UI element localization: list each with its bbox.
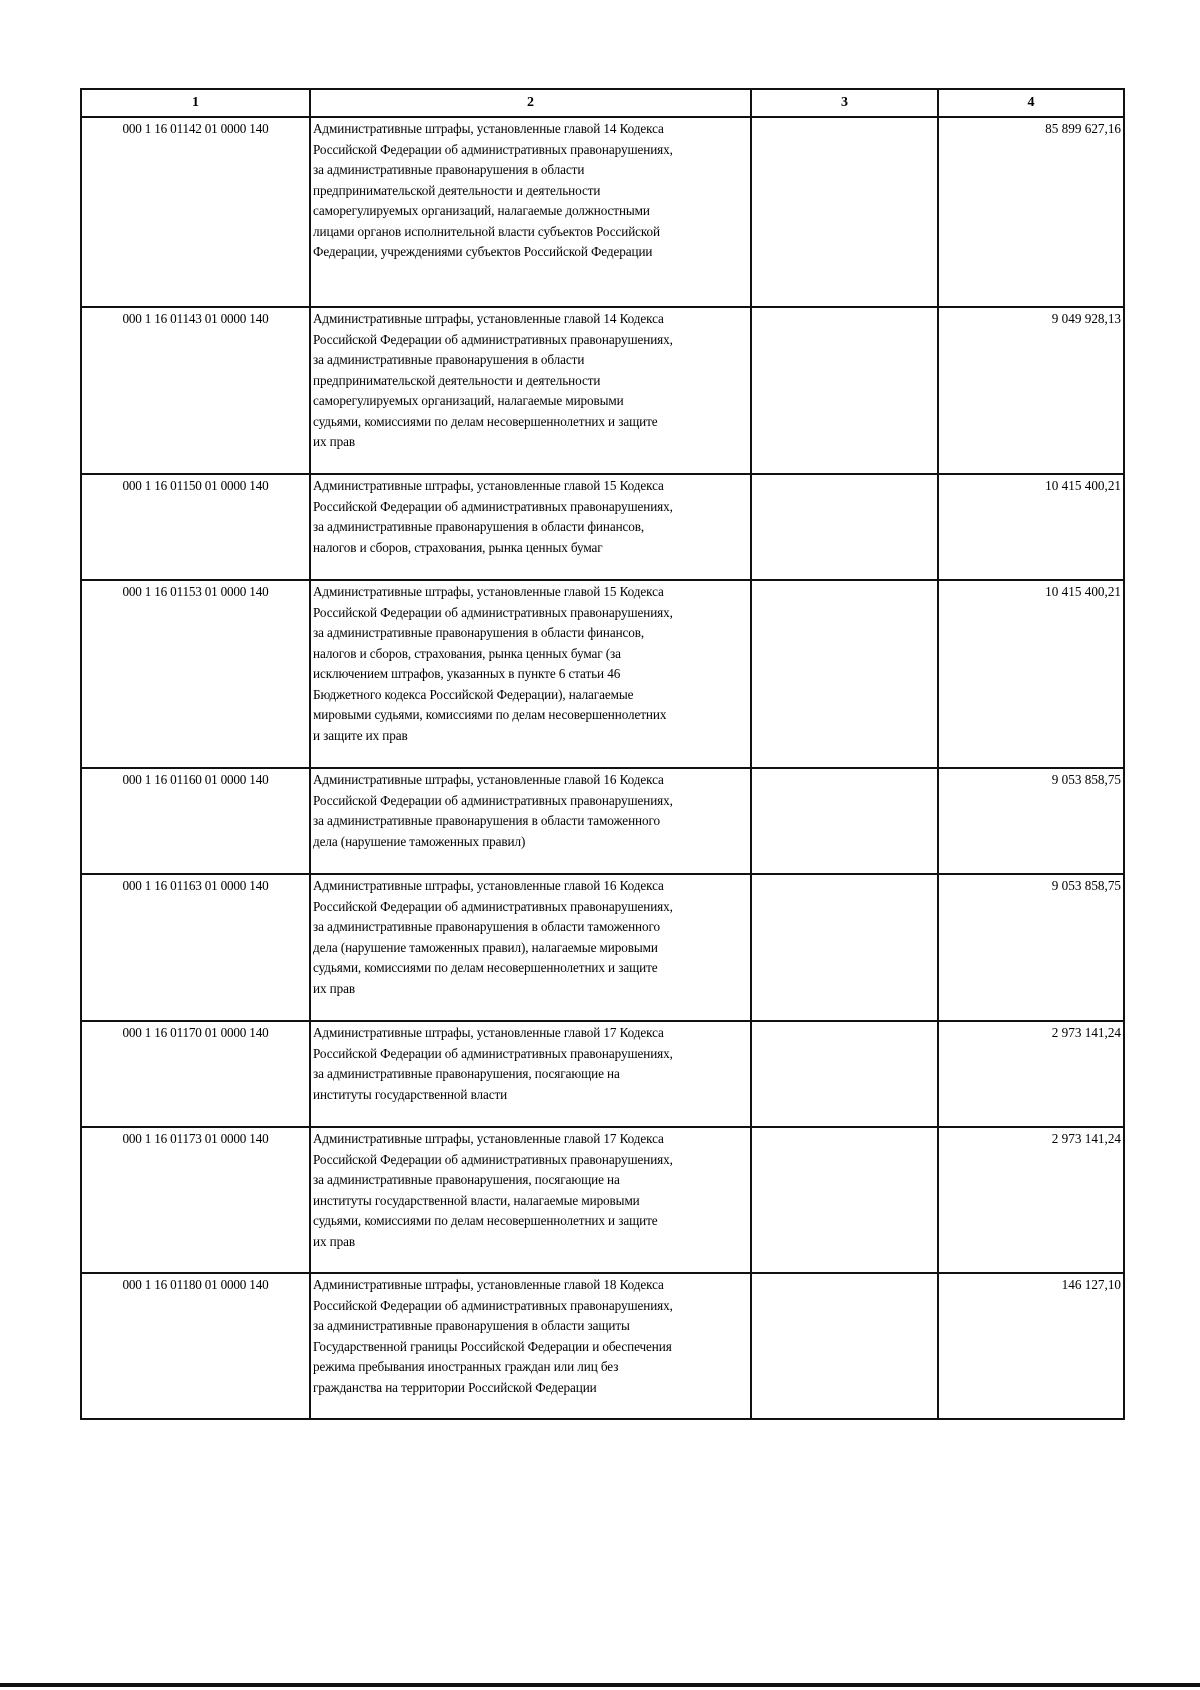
amount: 10 415 400,21	[938, 580, 1124, 768]
table-row	[81, 580, 1124, 768]
amount: 146 127,10	[938, 1273, 1124, 1419]
revenue-description: Административные штрафы, установленные главой 15 Кодекса Российской Федерации об административных правонарушениях, за административные правонарушения в области финансов, налогов и сборов, страхования, рынка ценных бумаг	[310, 474, 751, 580]
revenue-description: Административные штрафы, установленные главой 14 Кодекса Российской Федерации об административных правонарушениях, за административные правонарушения в области предпринимательской деятельности и деятельности саморегулируемых организаций, налагаемые должностными лицами органов исполнительной власти субъектов Российской Федерации, учреждениями субъектов Российской Федерации	[310, 117, 751, 307]
column-3-cell	[751, 1021, 938, 1127]
column-3-cell	[751, 117, 938, 307]
revenue-description: Административные штрафы, установленные главой 16 Кодекса Российской Федерации об административных правонарушениях, за административные правонарушения в области таможенного дела (нарушение таможенных правил), налагаемые мировыми судьями, комиссиями по делам несовершеннолетних и защите их прав	[310, 874, 751, 1021]
amount: 9 053 858,75	[938, 768, 1124, 874]
amount: 9 053 858,75	[938, 874, 1124, 1021]
revenue-description: Административные штрафы, установленные главой 14 Кодекса Российской Федерации об административных правонарушениях, за административные правонарушения в области предпринимательской деятельности и деятельности саморегулируемых организаций, налагаемые мировыми судьями, комиссиями по делам несовершеннолетних и защите их прав	[310, 307, 751, 474]
amount: 2 973 141,24	[938, 1021, 1124, 1127]
budget-code: 000 1 16 01153 01 0000 140	[81, 580, 310, 768]
table-row	[81, 307, 1124, 474]
budget-code: 000 1 16 01173 01 0000 140	[81, 1127, 310, 1273]
budget-code: 000 1 16 01180 01 0000 140	[81, 1273, 310, 1419]
table-row	[81, 874, 1124, 1021]
header-row	[81, 89, 1124, 117]
revenue-table	[80, 88, 1125, 1420]
table-row	[81, 117, 1124, 307]
budget-code: 000 1 16 01163 01 0000 140	[81, 874, 310, 1021]
table-row	[81, 768, 1124, 874]
column-header-2: 2	[310, 89, 751, 117]
column-3-cell	[751, 768, 938, 874]
column-3-cell	[751, 874, 938, 1021]
table-row	[81, 1127, 1124, 1273]
amount: 9 049 928,13	[938, 307, 1124, 474]
column-3-cell	[751, 474, 938, 580]
column-header-4: 4	[938, 89, 1124, 117]
budget-code: 000 1 16 01150 01 0000 140	[81, 474, 310, 580]
column-header-3: 3	[751, 89, 938, 117]
column-3-cell	[751, 1273, 938, 1419]
table-row	[81, 1273, 1124, 1419]
revenue-description: Административные штрафы, установленные главой 18 Кодекса Российской Федерации об административных правонарушениях, за административные правонарушения в области защиты Государственной границы Российской Федерации и обеспечения режима пребывания иностранных граждан или лиц без гражданства на территории Российской Федерации	[310, 1273, 751, 1419]
table-row	[81, 474, 1124, 580]
budget-code: 000 1 16 01160 01 0000 140	[81, 768, 310, 874]
revenue-description: Административные штрафы, установленные главой 16 Кодекса Российской Федерации об административных правонарушениях, за административные правонарушения в области таможенного дела (нарушение таможенных правил)	[310, 768, 751, 874]
revenue-description: Административные штрафы, установленные главой 17 Кодекса Российской Федерации об административных правонарушениях, за административные правонарушения, посягающие на институты государственной власти, налагаемые мировыми судьями, комиссиями по делам несовершеннолетних и защите их прав	[310, 1127, 751, 1273]
column-3-cell	[751, 1127, 938, 1273]
scan-edge-line	[0, 1683, 1200, 1687]
budget-code: 000 1 16 01170 01 0000 140	[81, 1021, 310, 1127]
column-3-cell	[751, 307, 938, 474]
column-header-1: 1	[81, 89, 310, 117]
table-row	[81, 1021, 1124, 1127]
amount: 10 415 400,21	[938, 474, 1124, 580]
amount: 2 973 141,24	[938, 1127, 1124, 1273]
budget-code: 000 1 16 01143 01 0000 140	[81, 307, 310, 474]
revenue-description: Административные штрафы, установленные главой 17 Кодекса Российской Федерации об административных правонарушениях, за административные правонарушения, посягающие на институты государственной власти	[310, 1021, 751, 1127]
column-3-cell	[751, 580, 938, 768]
revenue-description: Административные штрафы, установленные главой 15 Кодекса Российской Федерации об административных правонарушениях, за административные правонарушения в области финансов, налогов и сборов, страхования, рынка ценных бумаг (за исключением штрафов, указанных в пункте 6 статьи 46 Бюджетного кодекса Российской Федерации), налагаемые мировыми судьями, комиссиями по делам несовершеннолетних и защите их прав	[310, 580, 751, 768]
amount: 85 899 627,16	[938, 117, 1124, 307]
budget-code: 000 1 16 01142 01 0000 140	[81, 117, 310, 307]
